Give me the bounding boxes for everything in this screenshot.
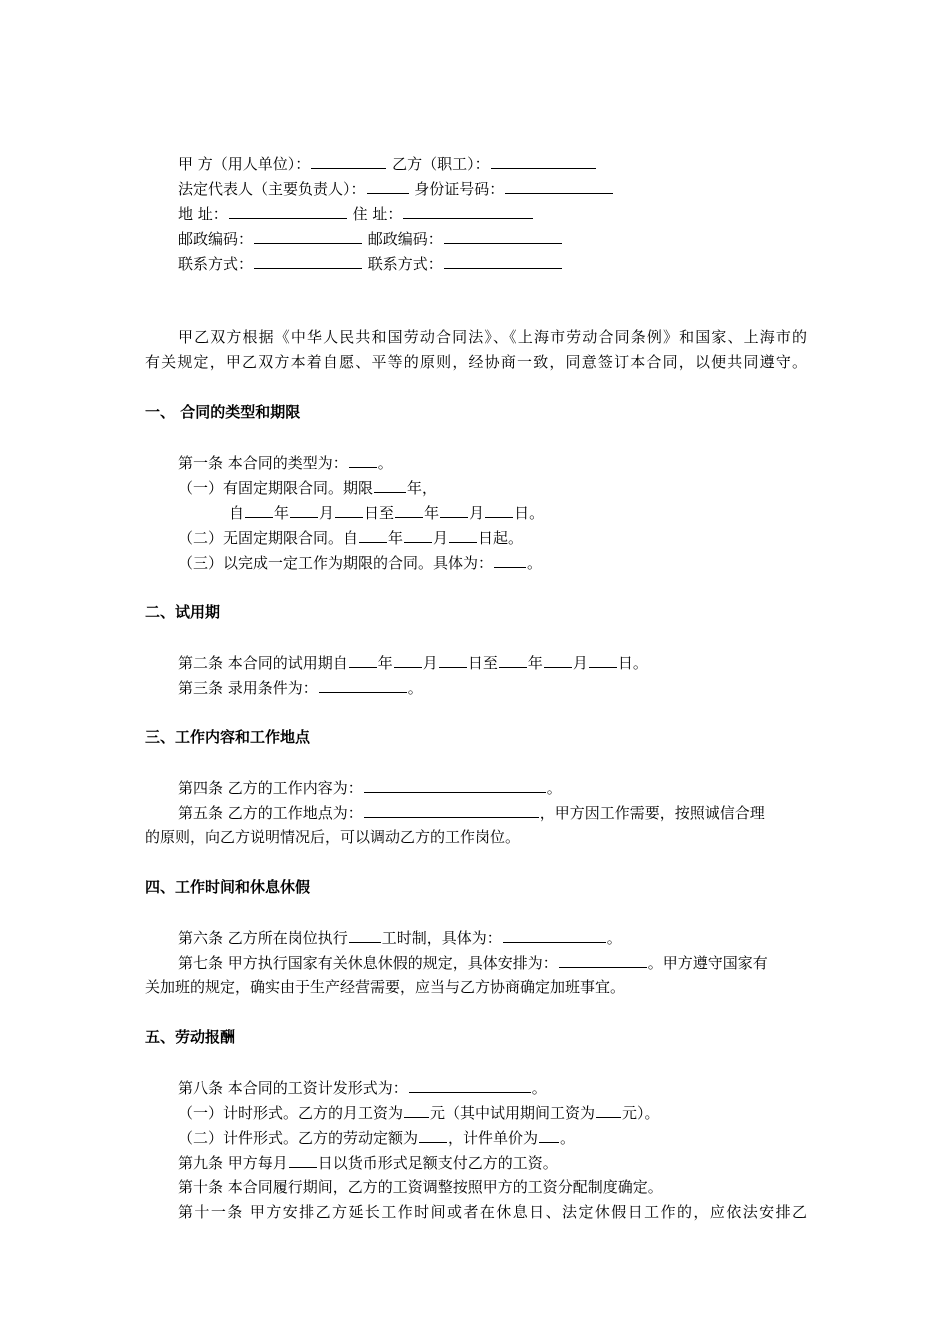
end-month-blank [440, 502, 468, 518]
address-a-label: 地 址： [178, 205, 228, 223]
section-1-heading: 一、 合同的类型和期限 [145, 403, 301, 421]
party-b-blank [491, 153, 596, 169]
probation-end-day-blank [589, 652, 617, 668]
article-3 [178, 677, 423, 698]
party-a-label: 甲 方（用人单位）： [178, 155, 311, 173]
article-11: 第十一条 甲方安排乙方延长工作时间或者在休息日、法定休假日工作的，应依法安排乙 [178, 1203, 807, 1221]
address-row [178, 203, 534, 224]
probation-start-year-blank [349, 652, 377, 668]
month-label: 月 [422, 654, 438, 672]
article-6 [178, 927, 622, 948]
address-b-blank [403, 203, 533, 219]
open-year-blank [359, 527, 387, 543]
section-2-heading: 二、试用期 [145, 603, 221, 621]
hourly-end: 元）。 [622, 1104, 660, 1122]
piece-end: 。 [560, 1129, 576, 1147]
open-month-blank [404, 527, 432, 543]
item-1-text: （一）有固定期限合同。期限 [178, 479, 374, 497]
party-b-label: 乙方（职工）： [392, 155, 490, 173]
postal-a-label: 邮政编码： [178, 230, 254, 248]
article-2-text: 第二条 本合同的试用期自 [178, 654, 348, 672]
article-1-blank [349, 452, 377, 468]
start-month-blank [290, 502, 318, 518]
article-1-item-2 [178, 527, 523, 548]
article-1-text: 第一条 本合同的类型为： [178, 454, 348, 472]
postal-a-blank [254, 228, 362, 244]
party-row [178, 153, 597, 174]
item-3-end: 。 [527, 554, 543, 572]
article-1 [178, 452, 393, 473]
pay-day-blank [289, 1152, 317, 1168]
article-6-end: 。 [606, 929, 622, 947]
article-1-item-1-dates [229, 502, 544, 523]
article-7-text: 第七条 甲方执行国家有关休息休假的规定，具体安排为： [178, 954, 558, 972]
item-3-text: （三）以完成一定工作为期限的合同。具体为： [178, 554, 494, 572]
article-7-line-2: 关加班的规定，确实由于生产经营需要，应当与乙方协商确定加班事宜。 [145, 978, 626, 996]
month-label: 月 [319, 504, 335, 522]
intro-line-2: 有关规定，甲乙双方本着自愿、平等的原则，经协商一致，同意签订本合同，以便共同遵守。 [145, 353, 807, 371]
year-label: 年 [527, 654, 543, 672]
article-8-item-2 [178, 1127, 575, 1148]
section-4-heading: 四、工作时间和休息休假 [145, 878, 311, 896]
month-label: 月 [469, 504, 485, 522]
leave-arrangement-blank [559, 952, 647, 968]
article-2 [178, 652, 648, 673]
open-day-blank [449, 527, 477, 543]
task-blank [494, 552, 526, 568]
year-label: 年 [274, 504, 290, 522]
work-hours-detail-blank [503, 927, 606, 943]
day-start-label: 日起。 [478, 529, 524, 547]
quota-blank [419, 1127, 447, 1143]
hourly-mid: 元（其中试用期间工资为 [430, 1104, 596, 1122]
end-year-blank [395, 502, 423, 518]
article-10: 第十条 本合同履行期间，乙方的工资调整按照甲方的工资分配制度确定。 [178, 1178, 663, 1196]
hourly-text: （一）计时形式。乙方的月工资为 [178, 1104, 404, 1122]
article-9-tail: 日以货币形式足额支付乙方的工资。 [317, 1154, 558, 1172]
year-label: 年 [424, 504, 440, 522]
article-4-text: 第四条 乙方的工作内容为： [178, 779, 363, 797]
article-1-end: 。 [377, 454, 393, 472]
postal-b-label: 邮政编码： [367, 230, 443, 248]
article-5-tail: ，甲方因工作需要，按照诚信合理 [539, 804, 765, 822]
article-6-mid: 工时制，具体为： [381, 929, 502, 947]
year-label: 年 [388, 529, 404, 547]
start-year-blank [245, 502, 273, 518]
intro-line-1: 甲乙双方根据《中华人民共和国劳动合同法》、《上海市劳动合同条例》和国家、上海市的 [178, 328, 807, 346]
section-3-heading: 三、工作内容和工作地点 [145, 728, 311, 746]
article-3-text: 第三条 录用条件为： [178, 679, 318, 697]
article-7 [178, 952, 768, 973]
article-4 [178, 777, 562, 798]
id-blank [505, 178, 613, 194]
postal-b-blank [444, 228, 562, 244]
probation-start-day-blank [439, 652, 467, 668]
address-a-blank [229, 203, 347, 219]
article-8-text: 第八条 本合同的工资计发形式为： [178, 1079, 408, 1097]
probation-end-month-blank [544, 652, 572, 668]
probation-start-month-blank [394, 652, 422, 668]
article-1-item-3 [178, 552, 542, 573]
article-9 [178, 1152, 558, 1173]
piece-text: （二）计件形式。乙方的劳动定额为 [178, 1129, 419, 1147]
month-label: 月 [572, 654, 588, 672]
article-5 [178, 802, 765, 823]
article-6-text: 第六条 乙方所在岗位执行 [178, 929, 348, 947]
article-9-text: 第九条 甲方每月 [178, 1154, 288, 1172]
term-years-blank [374, 477, 406, 493]
item-2-text: （二）无固定期限合同。自 [178, 529, 359, 547]
contact-row [178, 253, 563, 274]
section-5-heading: 五、劳动报酬 [145, 1028, 236, 1046]
hiring-conditions-blank [319, 677, 407, 693]
contact-b-blank [444, 253, 562, 269]
probation-end-year-blank [499, 652, 527, 668]
month-label: 月 [433, 529, 449, 547]
article-4-end: 。 [546, 779, 562, 797]
piece-mid: ，计件单价为 [448, 1129, 539, 1147]
job-content-blank [364, 777, 546, 793]
article-8-end: 。 [531, 1079, 547, 1097]
legal-rep-blank [367, 178, 409, 194]
day-end-label: 日。 [617, 654, 648, 672]
id-label: 身份证号码： [414, 180, 505, 198]
item-1-end: 年， [407, 479, 438, 497]
legal-rep-row [178, 178, 614, 199]
article-7-tail: 。甲方遵守国家有 [647, 954, 768, 972]
day-to-label: 日至 [364, 504, 395, 522]
contact-a-blank [254, 253, 362, 269]
article-1-item-1 [178, 477, 437, 498]
unit-price-blank [539, 1127, 559, 1143]
start-day-blank [335, 502, 363, 518]
year-label: 年 [377, 654, 393, 672]
contact-b-label: 联系方式： [367, 255, 443, 273]
article-5-line-2: 的原则，向乙方说明情况后，可以调动乙方的工作岗位。 [145, 828, 521, 846]
legal-rep-label: 法定代表人（主要负责人）： [178, 180, 366, 198]
address-b-label: 住 址： [352, 205, 403, 223]
work-location-blank [364, 802, 539, 818]
article-8 [178, 1077, 547, 1098]
work-hours-system-blank [349, 927, 381, 943]
postal-row [178, 228, 563, 249]
end-day-blank [485, 502, 513, 518]
from-label: 自 [229, 504, 245, 522]
probation-wage-blank [596, 1102, 621, 1118]
wage-form-blank [409, 1077, 531, 1093]
article-3-end: 。 [407, 679, 423, 697]
monthly-wage-blank [404, 1102, 429, 1118]
party-a-blank [311, 153, 386, 169]
article-8-item-1 [178, 1102, 660, 1123]
article-5-text: 第五条 乙方的工作地点为： [178, 804, 363, 822]
contact-a-label: 联系方式： [178, 255, 254, 273]
day-end-label: 日。 [514, 504, 545, 522]
day-to-label: 日至 [467, 654, 498, 672]
